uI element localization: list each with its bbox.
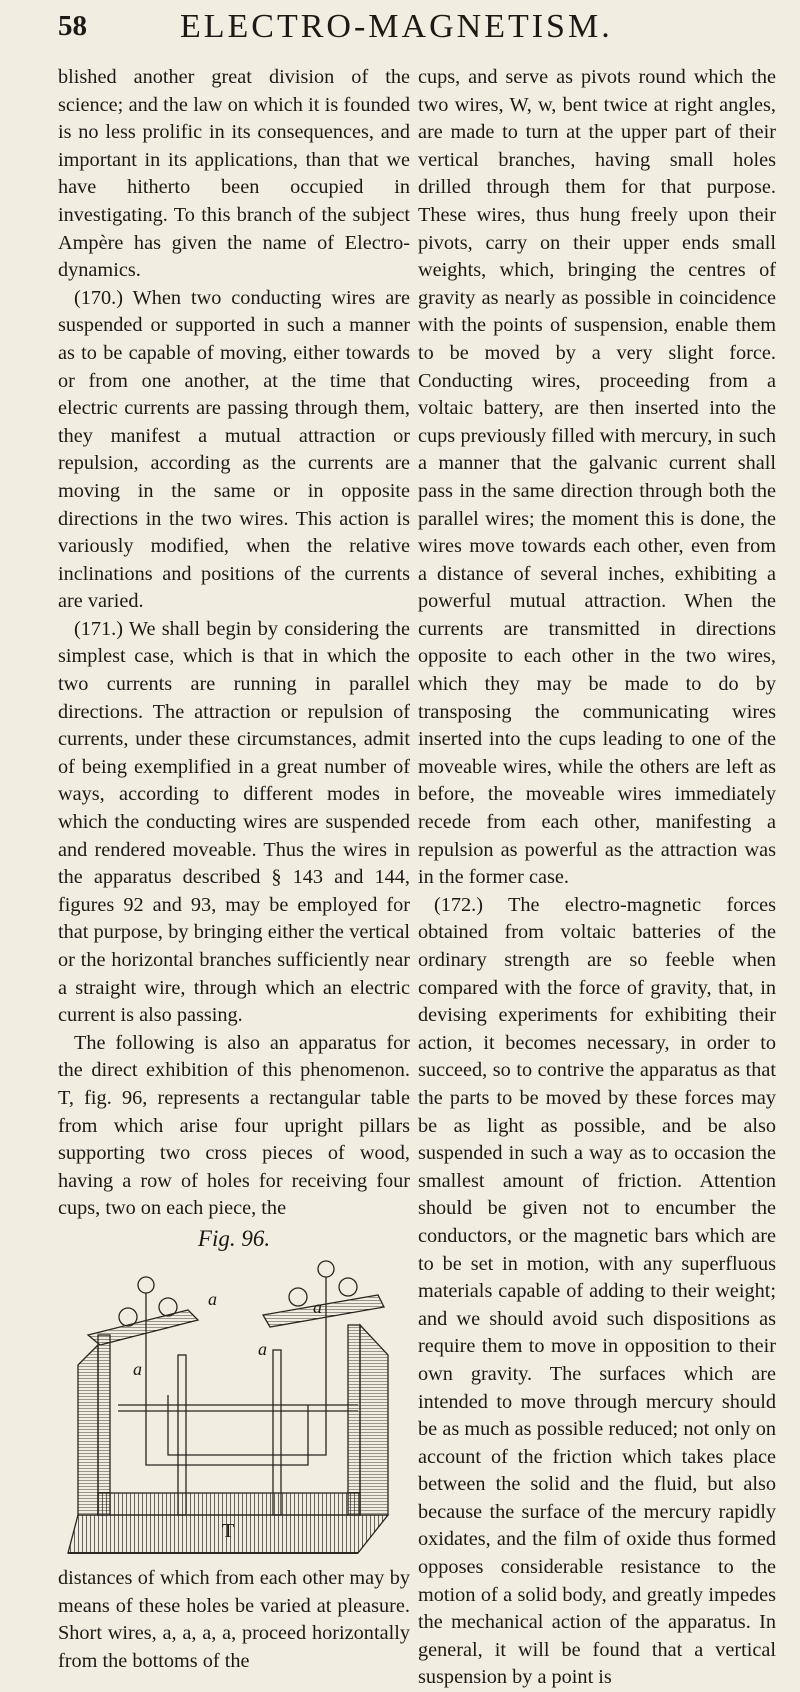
running-title: ELECTRO-MAGNETISM.: [180, 8, 613, 45]
label-a: a: [208, 1288, 217, 1309]
left-column: [58, 64, 410, 1675]
paragraph-171: (171.) We shall begin by considering the simplest case, which is that in which the two currents are running in parallel directions. The attraction or repulsion of currents, under these circumstances, admit of being exemplified in a great number of ways, according to different modes in which the conducting wires are suspended and rendered moveable. Thus the wires in the apparatus described § 143 and 144, figures 92 and 93, may be employed for that purpose, by bringing either the vertical or the horizontal branches sufficiently near a straight wire, through which an electric current is also passing.: [58, 617, 410, 1027]
paragraph: The following is also an apparatus for the direct exhibition of this phenomenon. T, fig. 96, represents a rectangular table from which arise four upright pillars supporting two cross pieces of wood, having a row of holes for receiving four cups, two on each piece, the: [58, 1031, 410, 1220]
label-T: T: [222, 1519, 235, 1542]
paragraph-170: (170.) When two conducting wires are suspended or supported in such a manner as to be capable of moving, either towards or from one another, at the time that electric currents are passing through them, they manifest a mutual attraction or repulsion, according as the currents are moving in the same or in opposite directions in the two wires. This action is variously modified, when the relative inclinations and positions of the currents are varied.: [58, 286, 410, 613]
paragraph: blished another great division of the science; and the law on which it is founded is no less prolific in its consequences, and important in its applications, than that we have hitherto been occupied in investigating. To this branch of the subject Ampère has given the name of Electro-dynamics.: [58, 66, 410, 282]
right-column: [418, 64, 776, 1692]
label-a: a: [258, 1338, 267, 1359]
paragraph-172: (172.) The electro-magnetic forces obtained from voltaic batteries of the ordinary strength are so feeble when compared with the force of gravity, that, in devising experiments for exhibiting their action, it becomes necessary, in order to succeed, so to contrive the apparatus as that the parts to be moved by these forces may be as light as possible, and be also suspended in such a way as to occasion the smallest amount of friction. Attention should be given not to encumber the conductors, or the magnetic bars which are to be set in motion, with any superfluous materials capable of adding to their weight; and we should avoid such dispositions as require them to move in opposition to their own gravity. The surfaces which are intended to move through mercury should be as much as possible reduced; not only on account of the friction which takes place between the solid and the fluid, but also because the surface of the mercury rapidly oxidates, and the film of oxide thus formed opposes considerable resistance to the motion of a solid body, and greatly impedes the mechanical action of the apparatus. In general, it will be found that a vertical suspension by a point is: [418, 893, 776, 1689]
paragraph: distances of which from each other may by means of these holes be varied at pleasure. Short wires, a, a, a, a, proceed horizontally from the bottoms of the: [58, 1566, 410, 1672]
page-header: [0, 6, 800, 52]
label-a: a: [313, 1296, 322, 1317]
page-number: 58: [58, 10, 87, 42]
apparatus-illustration: [58, 1255, 410, 1565]
label-a: a: [133, 1358, 142, 1379]
paragraph: cups, and serve as pivots round which the two wires, W, w, bent twice at right angles, are made to turn at the upper part of their vertical branches, having small holes drilled through them for that purpose. These wires, thus hung freely upon their pivots, carry on their upper ends small weights, which, bringing the centres of gravity as nearly as possible in coincidence with the points of suspension, enable them to be moved by a very slight force. Conducting wires, proceeding from a voltaic battery, are then inserted into the cups previously filled with mercury, in such a manner that the galvanic current shall pass in the same direction through both the parallel wires; the moment this is done, the wires move towards each other, even from a distance of several inches, exhibiting a powerful mutual attraction. When the currents are transmitted in directions opposite to each other in the two wires, which they may be made to do by transposing the communicating wires inserted into the cups leading to one of the moveable wires, while the others are left as before, the moveable wires immediately recede from each other, manifesting a repulsion as powerful as the attraction was in the former case.: [418, 66, 776, 889]
figure-96: [58, 1255, 410, 1565]
figure-caption: Fig. 96.: [197, 1225, 271, 1251]
